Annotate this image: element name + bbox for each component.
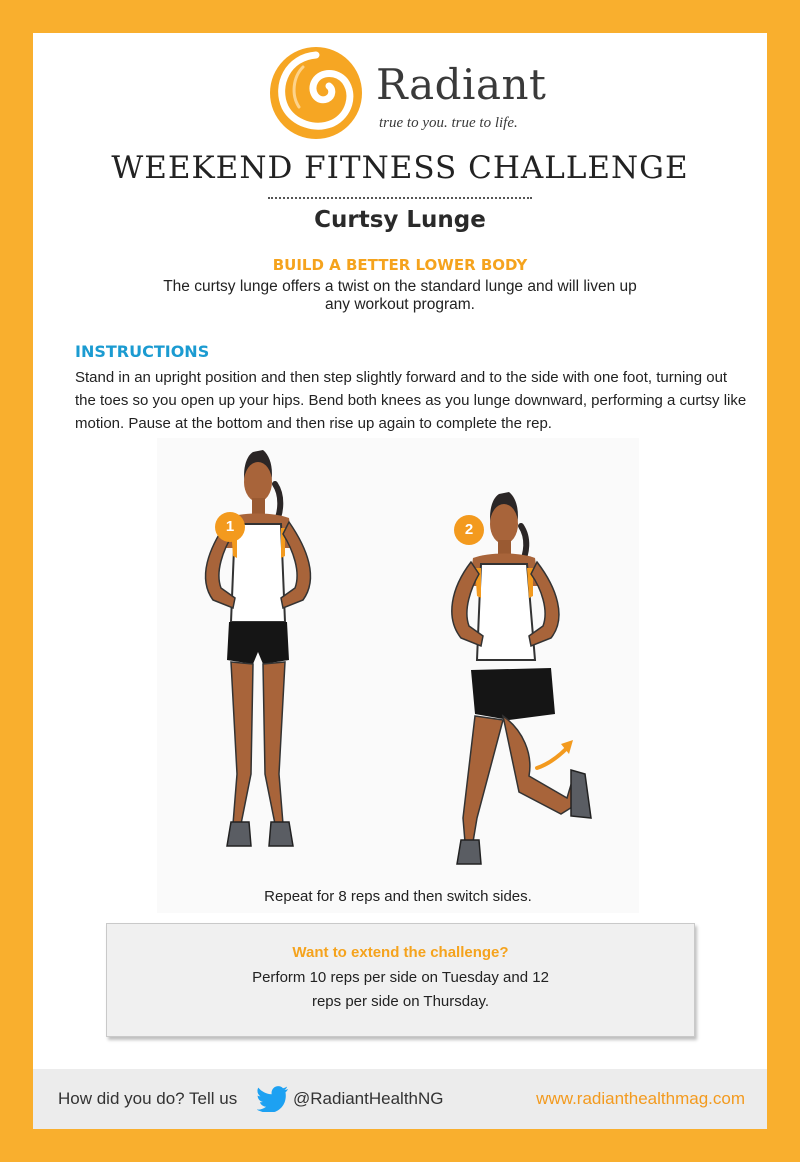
extend-text: Perform 10 reps per side on Tuesday and 12 reps per side on Thursday. <box>252 969 549 1010</box>
exercise-name: Curtsy Lunge <box>314 207 486 233</box>
website-link[interactable]: www.radianthealthmag.com <box>536 1089 745 1108</box>
step-2-badge: 2 <box>454 515 484 545</box>
brand-tagline: true to you. true to life. <box>379 115 518 131</box>
flyer-page <box>33 33 767 1129</box>
exercise-figures <box>157 438 639 878</box>
radiant-swirl-icon <box>263 45 373 141</box>
instructions-text: Stand in an upright position and then step slightly forward and to the side with one foot, turning out the toes so you open up your hips. Bend both knees as you lunge downward, performing a curtsy like motion. Pause at the bottom and then rise up again to complete the rep. <box>75 369 747 432</box>
standing-figure-illustration <box>206 450 311 846</box>
brand-name: Radiant <box>376 60 547 109</box>
twitter-bird-icon[interactable] <box>257 1086 289 1112</box>
dotted-divider <box>268 197 532 199</box>
page-title: WEEKEND FITNESS CHALLENGE <box>111 150 689 186</box>
instructions-heading: INSTRUCTIONS <box>75 342 210 361</box>
intro-kicker: BUILD A BETTER LOWER BODY <box>272 256 528 274</box>
twitter-handle[interactable]: @RadiantHealthNG <box>293 1089 444 1108</box>
intro-text: The curtsy lunge offers a twist on the standard lunge and will liven up any workout program. <box>163 278 637 313</box>
exercise-illustrations <box>157 438 639 913</box>
step-1-badge: 1 <box>215 512 245 542</box>
radiant-logo <box>263 45 547 141</box>
footer-ask: How did you do? Tell us <box>58 1089 238 1108</box>
repeat-instruction: Repeat for 8 reps and then switch sides. <box>264 888 532 905</box>
extend-challenge-box <box>106 923 695 1037</box>
extend-question: Want to extend the challenge? <box>292 944 509 961</box>
footer-bar <box>33 1069 767 1129</box>
curtsy-lunge-figure-illustration <box>452 492 591 864</box>
